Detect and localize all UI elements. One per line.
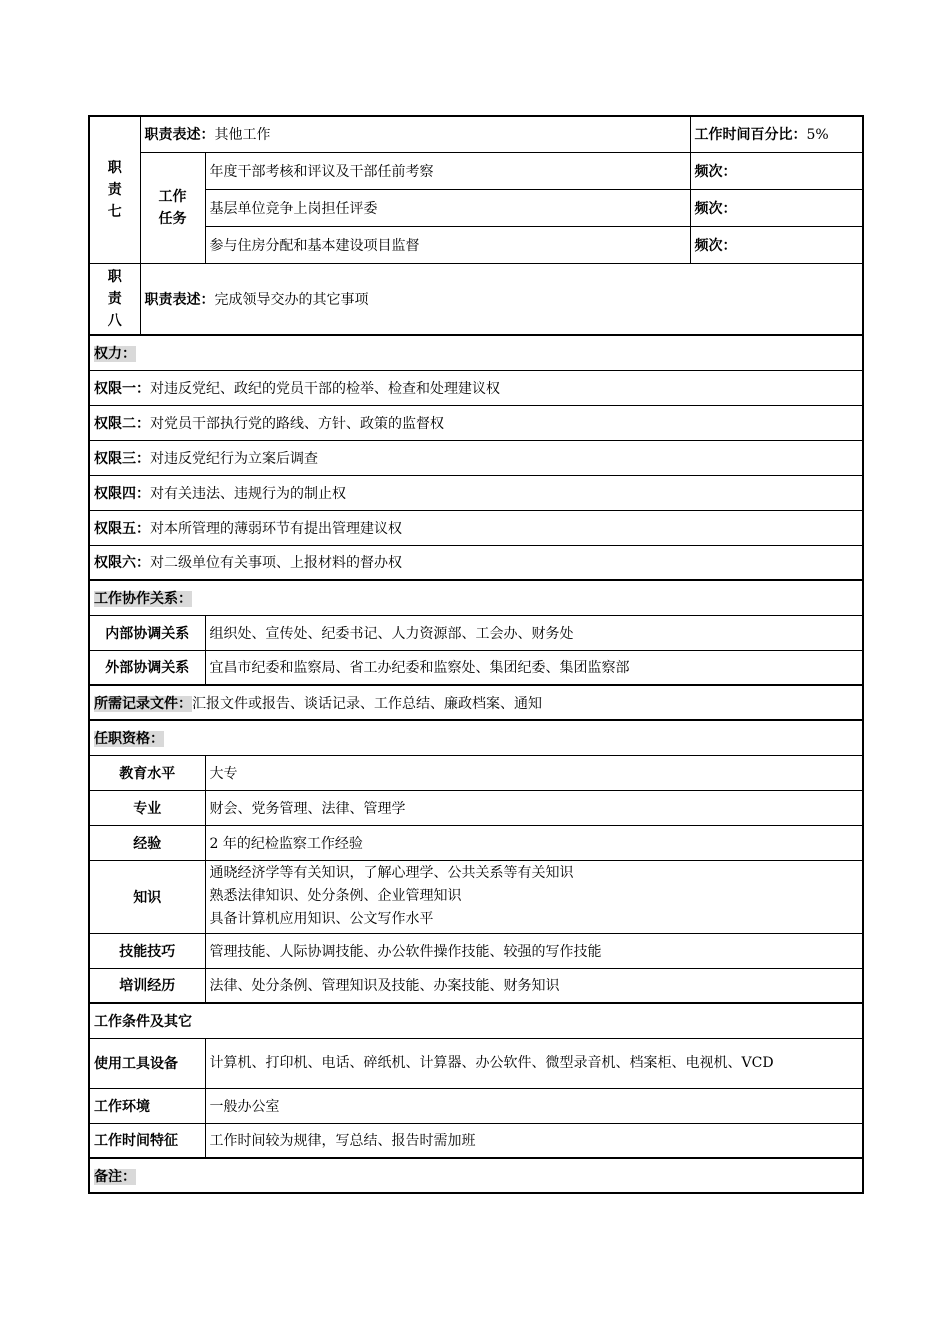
authority-title-cell (89, 335, 863, 370)
duty8-desc-text: 完成领导交办的其它事项 (214, 291, 369, 308)
duty7-description (140, 116, 690, 152)
knowledge-line: 具备计算机应用知识、公文写作水平 (209, 911, 434, 927)
external-relations-label: 外部协调关系 (89, 650, 205, 685)
authority-title: 权力： (94, 345, 136, 362)
environment-value: 一般办公室 (205, 1088, 863, 1123)
records-cell (89, 685, 863, 720)
duty8-desc-label: 职责表述： (144, 291, 215, 308)
training-label: 培训经历 (89, 968, 205, 1003)
experience-value: 2 年的纪检监察工作经验 (205, 825, 863, 860)
relations-title: 工作协作关系： (94, 590, 192, 607)
duty7-task-1: 年度干部考核和评议及干部任前考察 (205, 152, 690, 189)
training-value: 法律、处分条例、管理知识及技能、办案技能、财务知识 (205, 968, 863, 1003)
external-relations-value: 宜昌市纪委和监察局、省工办纪委和监察处、集团纪委、集团监察部 (205, 650, 863, 685)
skills-label: 技能技巧 (89, 933, 205, 968)
education-value: 大专 (205, 755, 863, 790)
conditions-title-cell (89, 1003, 863, 1038)
duty7-task-3: 参与住房分配和基本建设项目监督 (205, 226, 690, 263)
work-time-value: 工作时间较为规律，写总结、报告时需加班 (205, 1123, 863, 1158)
duty7-task-2-freq: 频次： (690, 189, 863, 226)
job-description-table (88, 115, 864, 1194)
duty7-label: 职 责 七 (89, 116, 140, 263)
notes-cell (89, 1158, 863, 1193)
authority-item-4: 权限四：对有关违法、违规行为的制止权 (89, 475, 863, 510)
duty7-pct-label: 工作时间百分比： (694, 127, 807, 144)
internal-relations-value: 组织处、宣传处、纪委书记、人力资源部、工会办、财务处 (205, 615, 863, 650)
relations-title-cell (89, 580, 863, 615)
qualifications-title: 任职资格： (94, 730, 164, 747)
qualifications-title-cell (89, 720, 863, 755)
authority-item-3: 权限三：对违反党纪行为立案后调查 (89, 440, 863, 475)
tools-label: 使用工具设备 (89, 1038, 205, 1088)
authority-item-6: 权限六：对二级单位有关事项、上报材料的督办权 (89, 545, 863, 580)
duty7-task-3-freq: 频次： (690, 226, 863, 263)
notes-label: 备注： (94, 1168, 136, 1185)
duty7-desc-label: 职责表述： (144, 127, 215, 144)
major-label: 专业 (89, 790, 205, 825)
records-text: 汇报文件或报告、谈话记录、工作总结、廉政档案、通知 (192, 695, 542, 712)
conditions-title: 工作条件及其它 (94, 1013, 192, 1030)
skills-value: 管理技能、人际协调技能、办公软件操作技能、较强的写作技能 (205, 933, 863, 968)
duty8-label: 职 责 八 (89, 263, 140, 335)
authority-item-1: 权限一：对违反党纪、政纪的党员干部的检举、检查和处理建议权 (89, 370, 863, 405)
knowledge-value (205, 860, 863, 933)
major-value: 财会、党务管理、法律、管理学 (205, 790, 863, 825)
knowledge-label: 知识 (89, 860, 205, 933)
authority-item-5: 权限五：对本所管理的薄弱环节有提出管理建议权 (89, 510, 863, 545)
education-label: 教育水平 (89, 755, 205, 790)
duty8-description (140, 263, 863, 335)
duty7-pct-value: 5% (806, 127, 829, 144)
environment-label: 工作环境 (89, 1088, 205, 1123)
authority-item-2: 权限二：对党员干部执行党的路线、方针、政策的监督权 (89, 405, 863, 440)
job-description-page (88, 115, 862, 1194)
knowledge-line: 熟悉法律知识、处分条例、企业管理知识 (209, 888, 462, 904)
duty7-task-1-freq: 频次： (690, 152, 863, 189)
records-label: 所需记录文件： (94, 695, 192, 712)
tools-value: 计算机、打印机、电话、碎纸机、计算器、办公软件、微型录音机、档案柜、电视机、VCD (205, 1038, 863, 1088)
experience-label: 经验 (89, 825, 205, 860)
duty7-task-label: 工作 任务 (140, 152, 205, 263)
internal-relations-label: 内部协调关系 (89, 615, 205, 650)
duty7-percent (690, 116, 863, 152)
work-time-label: 工作时间特征 (89, 1123, 205, 1158)
duty7-desc-text: 其他工作 (214, 127, 271, 144)
knowledge-line: 通晓经济学等有关知识，了解心理学、公共关系等有关知识 (209, 865, 574, 881)
duty7-task-2: 基层单位竞争上岗担任评委 (205, 189, 690, 226)
